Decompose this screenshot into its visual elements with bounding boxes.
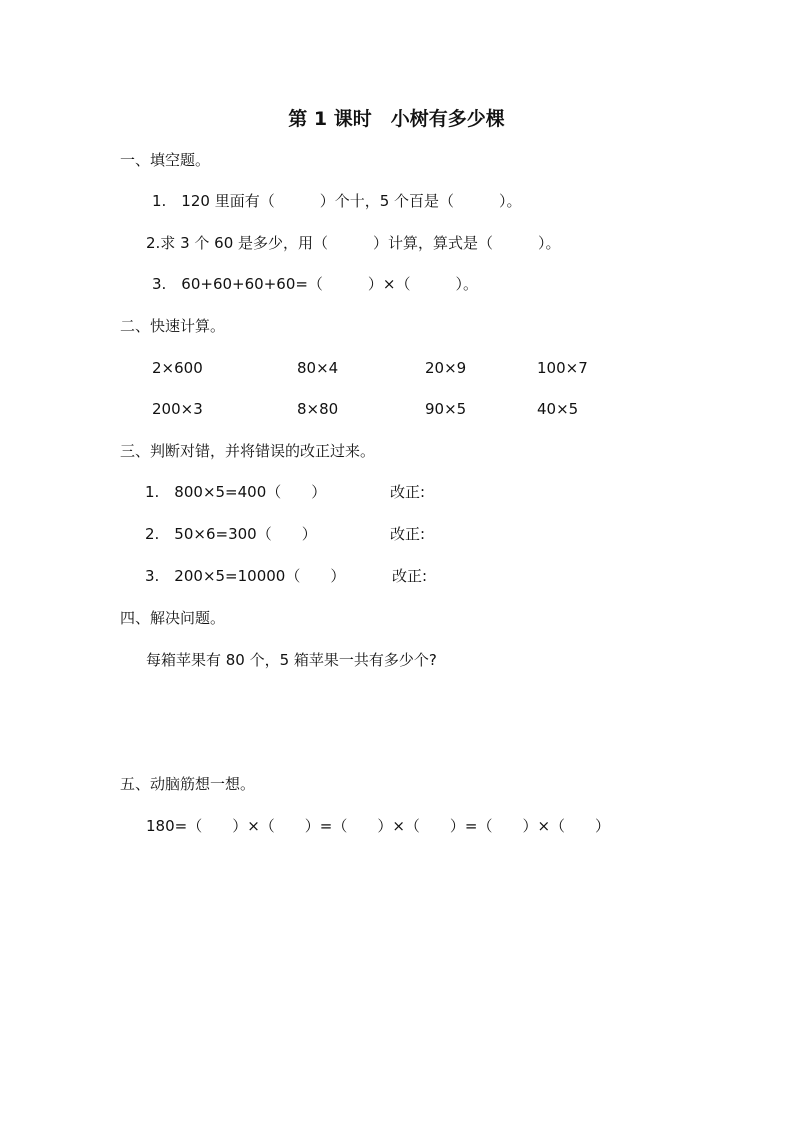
judge-correction-2: 改正:	[390, 525, 426, 543]
judge-expression-1: 1. 800×5=400（ ）	[145, 483, 327, 501]
calc-item: 2×600	[152, 359, 203, 377]
factor-equation: 180=（ ）×（ ）=（ ）×（ ）=（ ）×（ ）	[146, 817, 611, 835]
calc-item: 20×9	[425, 359, 467, 377]
fill-question-1: 1. 120 里面有（ ）个十，5 个百是（ ）。	[152, 192, 522, 210]
judge-correction-3: 改正:	[392, 567, 428, 585]
section-2-heading: 二、快速计算。	[120, 317, 226, 335]
section-3-heading: 三、判断对错，并将错误的改正过来。	[120, 442, 376, 460]
calc-item: 90×5	[425, 400, 467, 418]
word-problem: 每箱苹果有 80 个，5 箱苹果一共有多少个?	[146, 651, 437, 669]
fill-question-3: 3. 60+60+60+60=（ ）×（ ）。	[152, 275, 479, 293]
judge-expression-2: 2. 50×6=300（ ）	[145, 525, 317, 543]
section-5-heading: 五、动脑筋想一想。	[120, 775, 256, 793]
calc-item: 80×4	[297, 359, 339, 377]
section-4-heading: 四、解决问题。	[120, 609, 226, 627]
judge-expression-3: 3. 200×5=10000（ ）	[145, 567, 346, 585]
fill-question-2: 2.求 3 个 60 是多少，用（ ）计算，算式是（ ）。	[146, 234, 561, 252]
page-title: 第 1 课时 小树有多少棵	[288, 108, 505, 130]
calc-item: 40×5	[537, 400, 579, 418]
calc-item: 8×80	[297, 400, 339, 418]
section-1-heading: 一、填空题。	[120, 151, 211, 169]
judge-correction-1: 改正:	[390, 483, 426, 501]
calc-item: 100×7	[537, 359, 588, 377]
calc-item: 200×3	[152, 400, 203, 418]
